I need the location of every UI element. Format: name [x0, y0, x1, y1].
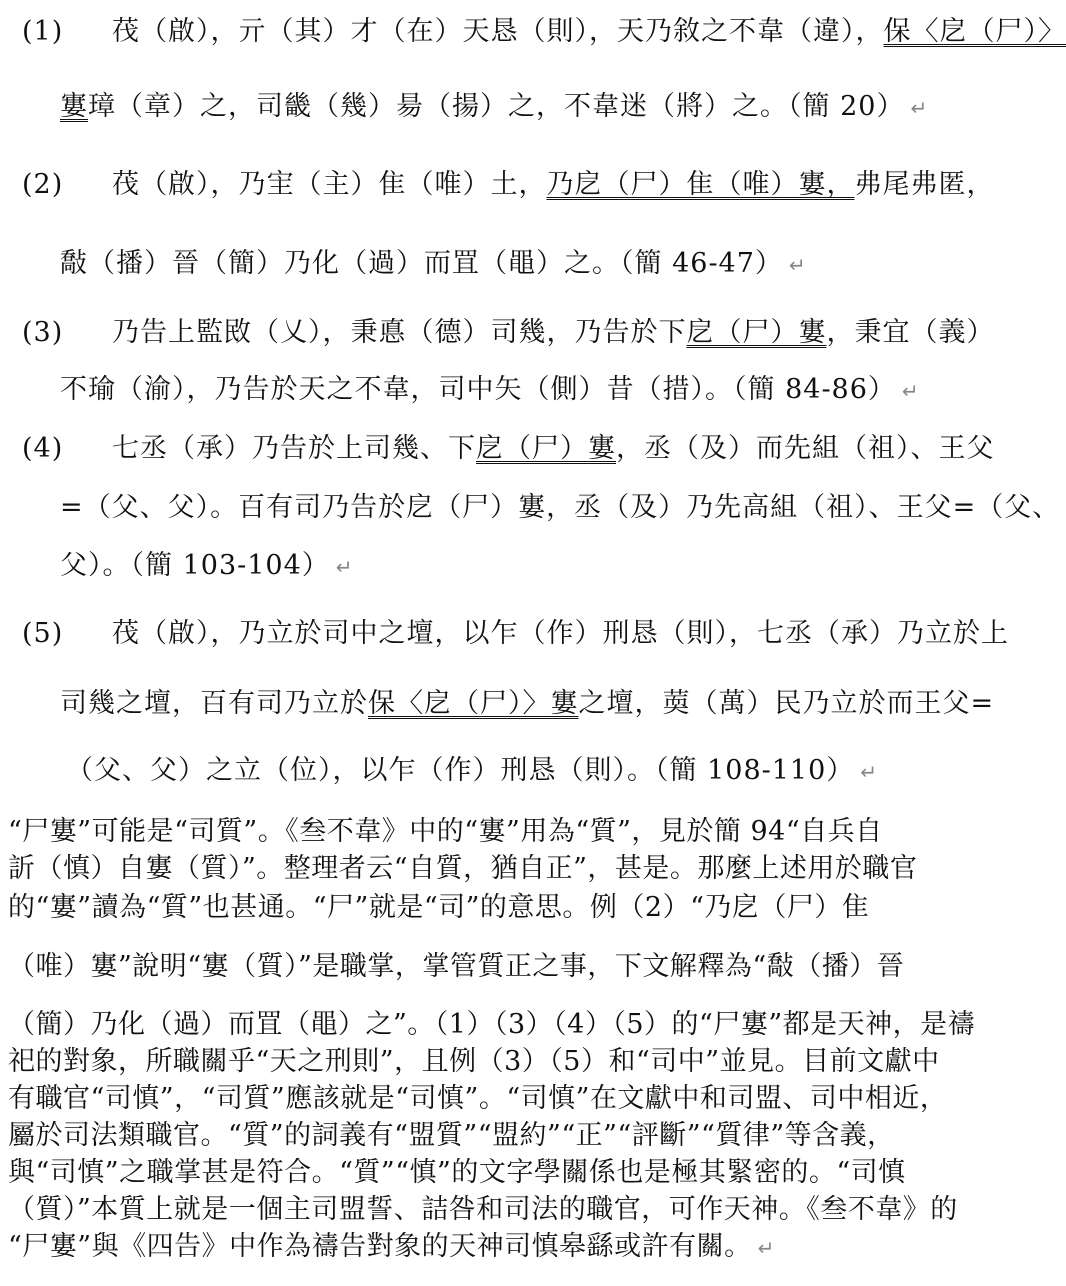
underlined-term: 保〈戹（尸）〉寠 — [368, 688, 579, 719]
example-text: 之壇，䓴（萬）民乃立於而王父= — [578, 688, 995, 719]
paragraph-mark-icon: ↵ — [910, 96, 929, 120]
example-text: （父、父）之立（位），以乍（作）刑恳（則）。（簡 108-110） — [66, 755, 855, 786]
example-1-line-2 — [60, 90, 928, 125]
paragraph-text: “尸寠”與《四告》中作為禱告對象的天神司慎皋繇或許有關。 — [8, 1231, 752, 1262]
example-number: (5) — [22, 618, 64, 649]
example-5-line-3 — [66, 754, 878, 789]
example-4-line-3 — [60, 549, 354, 584]
example-3-line-2 — [60, 373, 920, 408]
paragraph-mark-icon: ↵ — [757, 1236, 775, 1260]
paragraph-line: 與“司慎”之職掌甚是符合。“質”“慎”的文字學關係也是極其緊密的。“司慎 — [8, 1157, 906, 1188]
paragraph-line-last — [8, 1230, 775, 1265]
paragraph-line: 屬於司法類職官。“質”的詞義有“盟質”“盟約”“正”“評斷”“質律”等含義， — [8, 1120, 895, 1151]
underlined-term: 保〈戹（尸）〉 — [883, 16, 1066, 47]
example-text: =（父、父）。百有司乃告於戹（尸）寠，丞（及）乃先高組（祖）、王父=（父、 — [60, 492, 1061, 523]
example-text: ，丞（及）而先組（祖）、王父 — [616, 433, 995, 464]
example-text: 璋（章）之，司畿（幾）昜（揚）之，不韋迷（將）之。（簡 20） — [88, 91, 905, 122]
example-5-line-1 — [22, 617, 1009, 651]
paragraph-mark-icon: ↵ — [788, 253, 807, 277]
paragraph-line: 的“寠”讀為“質”也甚通。“尸”就是“司”的意思。例（2）“乃戹（尸）隹 — [8, 892, 870, 923]
example-4-line-2 — [60, 491, 1060, 525]
example-text: ，秉宜（義） — [826, 317, 995, 348]
paragraph-mark-icon: ↵ — [335, 555, 354, 579]
underlined-term: 戹（尸）寠 — [476, 433, 616, 464]
example-1-line-1 — [22, 15, 1066, 49]
example-number: (3) — [22, 317, 64, 348]
paragraph-line: 有職官“司慎”，“司質”應該就是“司慎”。“司慎”在文獻中和司盟、司中相近， — [8, 1083, 948, 1114]
paragraph-line: “尸寠”可能是“司質”。《叁不韋》中的“寠”用為“質”，見於簡 94“自兵自 — [8, 816, 883, 847]
example-2-line-1 — [22, 168, 995, 202]
paragraph-mark-icon: ↵ — [860, 760, 879, 784]
example-number: (1) — [22, 16, 64, 47]
example-number: (2) — [22, 169, 64, 200]
underlined-term: 戹（尸）寠 — [686, 317, 827, 348]
example-text: 七丞（承）乃告於上司幾、下 — [112, 433, 476, 464]
paragraph-line: 訢（慎）自寠（質）”。整理者云“自質，猶自正”，甚是。那麼上述用於職官 — [8, 853, 918, 884]
example-text: 乃告上監敃（乂），秉悳（德）司幾，乃告於下 — [112, 317, 687, 348]
example-5-line-2 — [60, 687, 994, 721]
example-text: 茷（啟），乃宔（主）隹（唯）土， — [112, 169, 547, 200]
paragraph-line: 祀的對象，所職關乎“天之刑則”，且例（3）（5）和“司中”並見。目前文獻中 — [8, 1046, 940, 1077]
example-number: (4) — [22, 433, 64, 464]
example-text: 父）。（簡 103-104） — [60, 550, 330, 581]
underlined-term: 乃戹（尸）隹（唯）寠， — [546, 169, 855, 200]
paragraph-line: （唯）寠”說明“寠（質）”是職掌，掌管質正之事，下文解釋為“敽（播）晉 — [8, 951, 905, 982]
example-text: 茷（啟），亓（其）才（在）天恳（則），天乃敘之不韋（違）， — [112, 16, 884, 47]
paragraph-mark-icon: ↵ — [901, 379, 920, 403]
example-text: 敽（播）晉（簡）乃化（過）而罝（黽）之。（簡 46-47） — [60, 248, 783, 279]
example-text: 司幾之壇，百有司乃立於 — [60, 688, 368, 719]
example-3-line-1 — [22, 316, 995, 350]
paragraph-line: （簡）乃化（過）而罝（黽）之”。（1）（3）（4）（5）的“尸寠”都是天神，是禱 — [8, 1009, 976, 1040]
example-text: 不瑜（渝），乃告於天之不韋，司中矢（側）昔（措）。（簡 84-86） — [60, 374, 896, 405]
example-4-line-1 — [22, 432, 995, 466]
example-text: 弗尾弗匿， — [854, 169, 995, 200]
underlined-term: 寠 — [60, 91, 88, 122]
example-2-line-2 — [60, 247, 807, 282]
paragraph-line: （質）”本質上就是一個主司盟誓、詰咎和司法的職官，可作天神。《叁不韋》的 — [8, 1194, 958, 1225]
example-text: 茷（啟），乃立於司中之壇，以乍（作）刑恳（則），七丞（承）乃立於上 — [112, 618, 1009, 649]
